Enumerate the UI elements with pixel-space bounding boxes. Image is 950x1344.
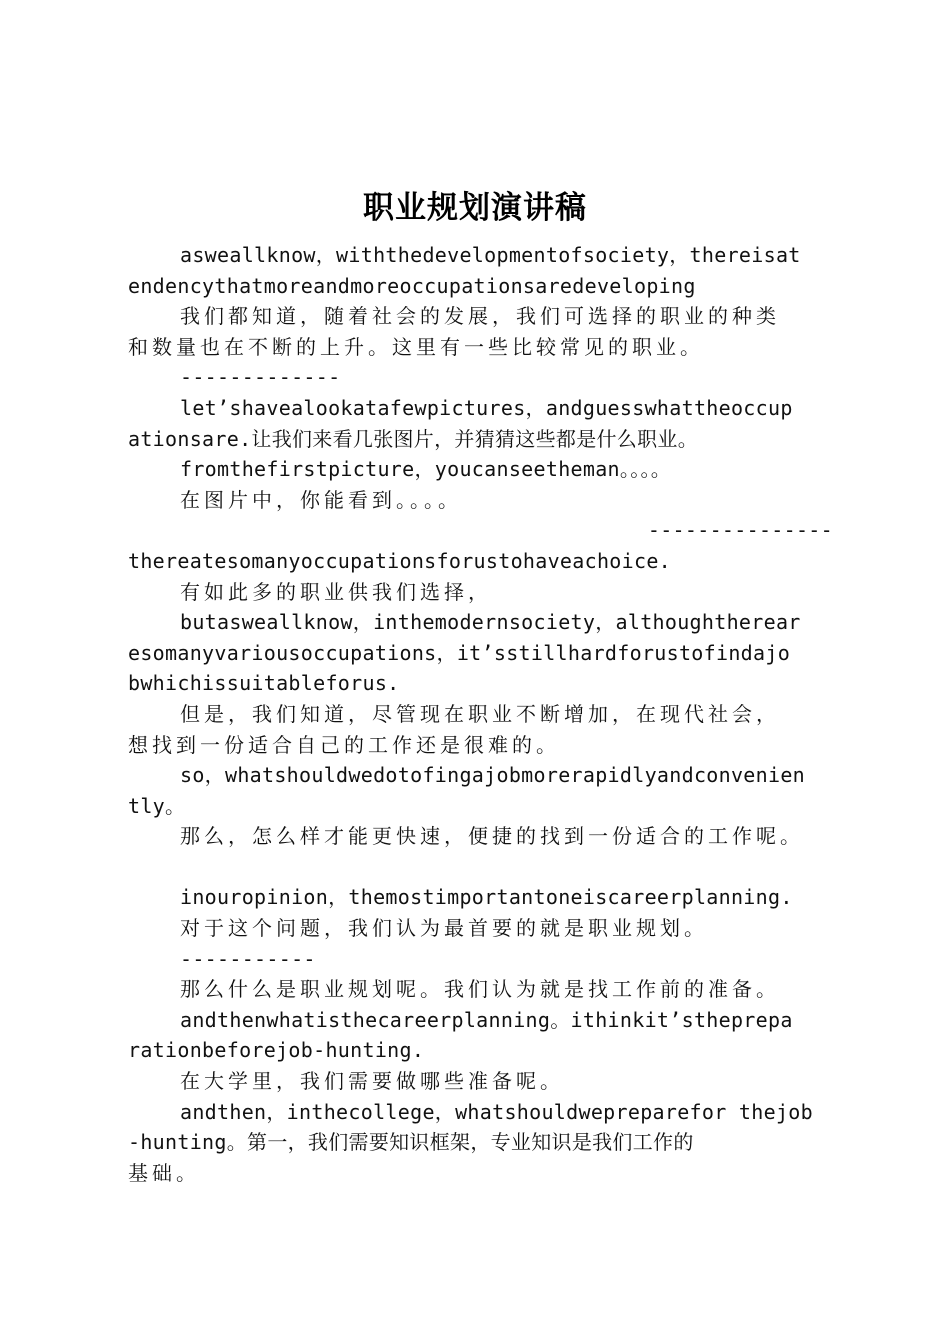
text-line: rationbeforejob-hunting. [128, 1038, 425, 1063]
text-line: 有如此多的职业供我们选择， [180, 579, 492, 604]
text-line: bwhichissuitableforus. [128, 671, 400, 696]
text-line: -hunting。第一，我们需要知识框架，专业知识是我们工作的 [128, 1130, 694, 1155]
text-line: 基础。 [128, 1160, 200, 1185]
text-line: 我们都知道，随着社会的发展，我们可选择的职业的种类 [180, 304, 780, 329]
text-line: inouropinion，themostimportantoneiscareerplanning. [180, 885, 793, 910]
text-line: tly。 [128, 793, 186, 818]
text-line: 和数量也在不断的上升。这里有一些比较常见的职业。 [128, 334, 704, 359]
document-body [128, 240, 833, 1188]
text-line: 在大学里，我们需要做哪些准备呢。 [180, 1069, 564, 1094]
text-line: thereatesomanyoccupationsforustohaveachoice. [128, 548, 672, 573]
text-line: 那么什么是职业规划呢。我们认为就是找工作前的准备。 [180, 977, 780, 1002]
text-line: so，whatshouldwedotofingajobmorerapidlyandconvenien [180, 763, 806, 788]
text-line: asweallknow，withthedevelopmentofsociety，thereisat [180, 243, 801, 267]
text-line: esomanyvariousoccupations，it’sstillhardforustofindajo [128, 640, 791, 665]
text-line: let’shavealookatafewpictures，andguesswhattheoccup [180, 395, 793, 420]
text-line: 在图片中，你能看到。。。。 [180, 487, 462, 512]
page-title: 职业规划演讲稿 [363, 190, 587, 226]
text-line: andthenwhatisthecareerplanning。ithinkit’stheprepa [180, 1007, 793, 1032]
text-line: 想找到一份适合自己的工作还是很难的。 [128, 732, 560, 757]
text-line: endencythatmoreandmoreoccupationsaredeveloping [128, 273, 696, 298]
separator-line: ----------- [180, 946, 316, 971]
separator-line: --------------- [647, 518, 833, 543]
text-line: 那么，怎么样才能更快速，便捷的找到一份适合的工作呢。 [180, 824, 804, 849]
text-line: 对于这个问题，我们认为最首要的就是职业规划。 [180, 916, 708, 941]
text-line: 但是，我们知道，尽管现在职业不断增加，在现代社会， [180, 701, 780, 726]
blank-line [128, 852, 833, 883]
separator-line: ------------- [180, 365, 341, 390]
text-line: andthen，inthecollege，whatshouldwepreparefor thejob [180, 1099, 813, 1124]
text-line: ationsare.让我们来看几张图片，并猜猜这些都是什么职业。 [128, 426, 699, 451]
text-line: butasweallknow，inthemodernsociety，althoughtherear [180, 610, 801, 635]
text-line: fromthefirstpicture，youcanseetheman。。。。 [180, 457, 672, 482]
